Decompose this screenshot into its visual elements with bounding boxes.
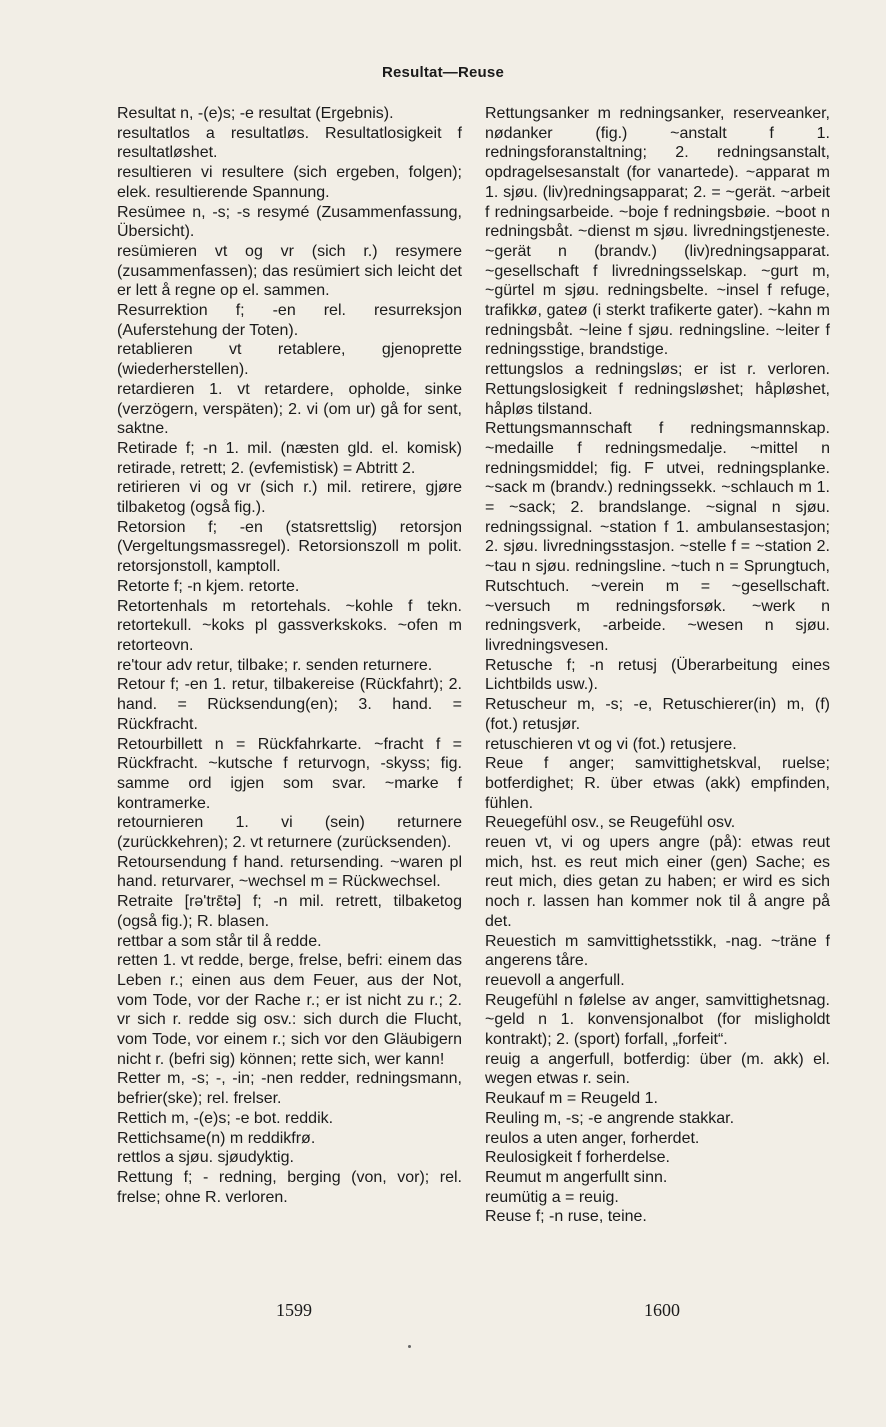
dictionary-entry: Retourbillett n = Rückfahrkarte. ~fracht f = Rückfracht. ~kutsche f returvogn, -skyss; fig. samme ord igjen som svar. ~marke f kontramerke. [117,735,462,812]
dictionary-entry: Retusche f; -n retusj (Überarbeitung eines Lichtbilds usw.). [485,656,830,694]
left-column [117,104,462,1207]
dictionary-entry: retten 1. vt redde, berge, frelse, befri: einem das Leben r.; einen aus dem Feuer, aus der Not, vom Tode, vor der Rache r.; er ist nicht zu r.; 2. vr sich r. redde sig osv.: sich durch die Flucht, vom Tode, vor einem r.; sich vor den Gläubigern nicht r. (befri sig) können; rette sich, wer kann! [117,952,462,1068]
dictionary-entry: rettlos a sjøu. sjøudyktig. [117,1149,294,1167]
dictionary-entry: retirieren vi og vr (sich r.) mil. retirere, gjøre tilbaketog (også fig.). [117,479,462,517]
print-mark [408,1345,411,1348]
dictionary-entry: Reugefühl n følelse av anger, samvittighetsnag. ~geld n 1. konvensjonalbot (for misligholdt kontrakt); 2. (sport) forfall, „forfeit“. [485,991,830,1049]
dictionary-entry: Rettung f; - redning, berging (von, vor); rel. frelse; ohne R. verloren. [117,1168,462,1206]
dictionary-entry: Retour f; -en 1. retur, tilbakereise (Rückfahrt); 2. hand. = Rücksendung(en); 3. hand. = Rückfracht. [117,676,462,733]
page-header: Resultat—Reuse [381,64,504,81]
dictionary-entry: reuig a angerfull, botferdig: über (m. akk) el. wegen etwas r. sein. [485,1050,830,1088]
dictionary-entry: Retuscheur m, -s; -e, Retuschierer(in) m, (f) (fot.) retusjør. [485,696,830,733]
dictionary-entry: Reuegefühl osv., se Reugefühl osv. [485,814,736,832]
dictionary-entry: Reuling m, -s; -e angrende stakkar. [485,1109,735,1127]
page-number-left: 1599 [276,1300,312,1320]
dictionary-entry: Rettungsanker m redningsanker, reserveanker, nødanker (fig.) ~anstalt f 1. redningsforanstaltning; 2. redningsanstalt, opdragelsesanstalt (for vanartede). ~apparat m 1. sjøu. (liv)redningsapparat; 2. = ~gerät. ~arbeit f redningsarbeide. ~boje f redningsbøie. ~boot n redningsbåt. ~dienst m sjøu. livredningstjeneste. ~gerät n (brandv.) (liv)redningsapparat. ~gesellschaft f livredningsselskap. ~gurt m, ~gürtel m sjøu. redningsbelte. ~insel f refuge, trafikkø, gateø (i sterkt trafikerte gater). ~kahn m redningsbåt. ~leine f sjøu. redningsline. ~leiter f redningsstige, brandstige. [485,105,830,359]
dictionary-entry: Reue f anger; samvittighetskval, ruelse; botferdighet; R. über etwas (akk) empfinden, fühlen. [485,755,830,812]
dictionary-entry: retournieren 1. vi (sein) returnere (zurückkehren); 2. vt returnere (zurücksenden). [117,814,462,852]
dictionary-entry: Rettungsmannschaft f redningsmannskap. ~medaille f redningsmedalje. ~mittel n redningsmiddel; fig. F utvei, redningsplanke. ~sack m (brandv.) redningssekk. ~schlauch m 1. = ~sack; 2. brandslange. ~signal n sjøu. redningssignal. ~station f 1. ambulansestasjon; 2. sjøu. livredningsstasjon. ~stelle f = ~station 2. ~tau n sjøu. redningsline. ~tuch n = Sprungtuch, Rutschtuch. ~verein m = ~gesellschaft. ~versuch m redningsforsøk. ~werk n redningsverk, -arbeide. ~wesen n sjøu. livredningsvesen. [485,420,830,654]
dictionary-entry: Resultat n, -(e)s; -e resultat (Ergebnis). [117,105,394,122]
dictionary-entry: Retorsion f; -en (statsrettslig) retorsjon (Vergeltungsmassregel). Retorsionszoll m polit. retorsjonstoll, kamptoll. [117,518,462,576]
dictionary-entry: retardieren 1. vt retardere, opholde, sinke (verzögern, verspäten); 2. vi (om ur) gå for sent, saktne. [117,380,462,438]
dictionary-entry: Resurrektion f; -en rel. resurreksjon (Auferstehung der Toten). [117,302,462,339]
dictionary-entry: rettungslos a redningsløs; er ist r. verloren. Rettungslosigkeit f redningsløshet; håpløshet, håpløs tilstand. [485,361,830,418]
dictionary-entry: Rettichsame(n) m reddikfrø. [117,1129,316,1147]
dictionary-entry: reuen vt, vi og upers angre (på): etwas reut mich, hst. es reut mich einer (gen) Sache; es reut mich, dies getan zu haben; er wird es sich noch r. lassen han kommer nok til å angre på det. [485,834,830,930]
dictionary-entry: Retoursendung f hand. retursending. ~waren pl hand. returvarer, ~wechsel m = Rückwechsel. [117,853,462,891]
dictionary-entry: reulos a uten anger, forherdet. [485,1129,700,1147]
dictionary-entry: retablieren vt retablere, gjenoprette (wiederherstellen). [117,341,462,379]
right-column [485,104,830,1227]
dictionary-entry: Retortenhals m retortehals. ~kohle f tekn. retortekull. ~koks pl gassverkskoks. ~ofen m retorteovn. [117,597,462,654]
dictionary-entry: Retirade f; -n 1. mil. (næsten gld. el. komisk) retirade, retrett; 2. (evfemistisk) = Abtritt 2. [117,439,462,477]
dictionary-entry: Retorte f; -n kjem. retorte. [117,577,300,595]
dictionary-entry: Reulosigkeit f forherdelse. [485,1149,670,1167]
dictionary-entry: resultatlos a resultatløs. Resultatlosigkeit f resultatløshet. [117,124,462,162]
dictionary-entry: Reumut m angerfullt sinn. [485,1168,668,1186]
page-number-right: 1600 [644,1300,680,1320]
dictionary-entry: reumütig a = reuig. [485,1188,619,1206]
dictionary-entry: resultieren vi resultere (sich ergeben, folgen); elek. resultierende Spannung. [117,164,462,201]
dictionary-entry: Resümee n, -s; -s resymé (Zusammenfassung, Übersicht). [117,203,462,241]
dictionary-entry: Reuse f; -n ruse, teine. [485,1208,647,1226]
dictionary-entry: Retraite [rə'trɛ̄tə] f; -n mil. retrett, tilbaketog (også fig.); R. blasen. [117,893,462,930]
dictionary-entry: Reuestich m samvittighetsstikk, -nag. ~träne f angerens tåre. [485,932,830,970]
dictionary-entry: Retter m, -s; -, -in; -nen redder, redningsmann, befrier(ske); rel. frelser. [117,1070,462,1108]
dictionary-entry: rettbar a som står til å redde. [117,932,322,950]
dictionary-entry: re'tour adv retur, tilbake; r. senden returnere. [117,656,433,674]
dictionary-entry: Rettich m, -(e)s; -e bot. reddik. [117,1109,334,1127]
dictionary-entry: resümieren vt og vr (sich r.) resymere (zusammenfassen); das resümiert sich leicht det er lett å regne op el. sammen. [117,242,462,300]
dictionary-entry: retuschieren vt og vi (fot.) retusjere. [485,735,737,753]
dictionary-entry: reuevoll a angerfull. [485,971,625,989]
dictionary-entry: Reukauf m = Reugeld 1. [485,1090,658,1108]
